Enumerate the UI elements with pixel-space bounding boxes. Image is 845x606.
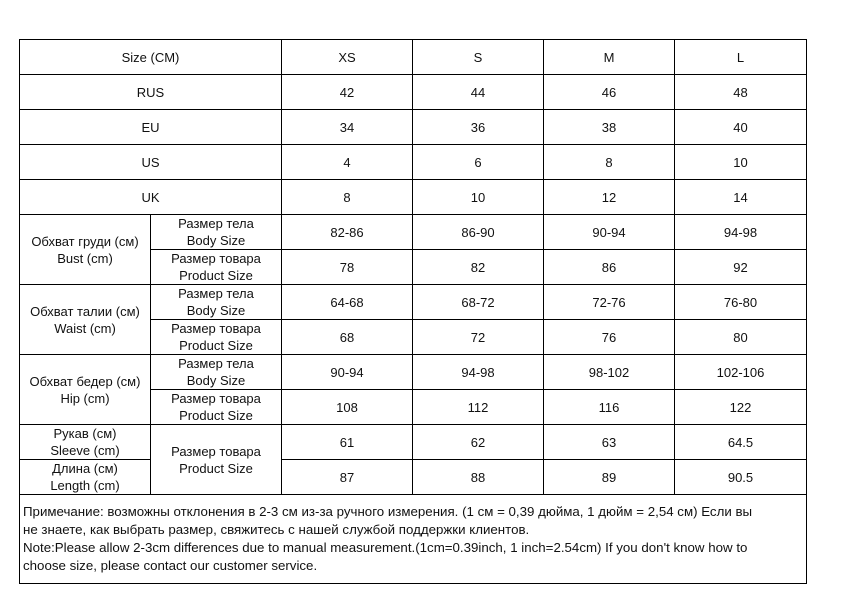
note-en-line: Note:Please allow 2-3cm differences due to manual measurement.(1cm=0.39inch, 1 inch=2.54cm) If you don't know how to bbox=[23, 540, 748, 555]
cell-value: 61 bbox=[282, 425, 413, 460]
note-ru-line: Примечание: возможны отклонения в 2-3 см из-за ручного измерения. (1 см = 0,39 дюйма, 1 дюйм = 2,54 см) Если вы bbox=[23, 504, 753, 519]
measure-label-waist: Обхват талии (см) Waist (cm) bbox=[20, 285, 151, 355]
size-chart-table bbox=[19, 39, 807, 584]
size-header-m: M bbox=[544, 40, 675, 75]
cell-value: 63 bbox=[544, 425, 675, 460]
cell-value: 87 bbox=[282, 460, 413, 495]
cell-value: 40 bbox=[675, 110, 807, 145]
cell-value: 76 bbox=[544, 320, 675, 355]
cell-value: 72 bbox=[413, 320, 544, 355]
row-label: EU bbox=[20, 110, 282, 145]
cell-value: 88 bbox=[413, 460, 544, 495]
table-row-hip-body bbox=[20, 355, 807, 390]
cell-value: 72-76 bbox=[544, 285, 675, 320]
cell-value: 116 bbox=[544, 390, 675, 425]
measure-label-bust: Обхват груди (см) Bust (cm) bbox=[20, 215, 151, 285]
cell-value: 90.5 bbox=[675, 460, 807, 495]
cell-value: 92 bbox=[675, 250, 807, 285]
measure-label-hip: Обхват бедер (см) Hip (cm) bbox=[20, 355, 151, 425]
cell-value: 14 bbox=[675, 180, 807, 215]
cell-value: 80 bbox=[675, 320, 807, 355]
cell-value: 38 bbox=[544, 110, 675, 145]
cell-value: 102-106 bbox=[675, 355, 807, 390]
sub-label-product-size: Размер товара Product Size bbox=[151, 320, 282, 355]
cell-value: 89 bbox=[544, 460, 675, 495]
measure-label-sleeve: Рукав (см) Sleeve (cm) bbox=[20, 425, 151, 460]
table-row-length bbox=[20, 460, 807, 495]
header-row bbox=[20, 40, 807, 75]
cell-value: 94-98 bbox=[675, 215, 807, 250]
cell-value: 76-80 bbox=[675, 285, 807, 320]
cell-value: 8 bbox=[544, 145, 675, 180]
cell-value: 86-90 bbox=[413, 215, 544, 250]
cell-value: 8 bbox=[282, 180, 413, 215]
cell-value: 64.5 bbox=[675, 425, 807, 460]
header-label: Size (CM) bbox=[20, 40, 282, 75]
table-row-uk bbox=[20, 180, 807, 215]
cell-value: 68 bbox=[282, 320, 413, 355]
cell-value: 10 bbox=[675, 145, 807, 180]
table-row-sleeve bbox=[20, 425, 807, 460]
cell-value: 86 bbox=[544, 250, 675, 285]
cell-value: 6 bbox=[413, 145, 544, 180]
sub-label-body-size: Размер тела Body Size bbox=[151, 355, 282, 390]
cell-value: 68-72 bbox=[413, 285, 544, 320]
cell-value: 62 bbox=[413, 425, 544, 460]
cell-value: 98-102 bbox=[544, 355, 675, 390]
size-header-l: L bbox=[675, 40, 807, 75]
sub-label-body-size: Размер тела Body Size bbox=[151, 215, 282, 250]
size-header-s: S bbox=[413, 40, 544, 75]
row-label: RUS bbox=[20, 75, 282, 110]
row-label: UK bbox=[20, 180, 282, 215]
cell-value: 90-94 bbox=[544, 215, 675, 250]
table-row-waist-body bbox=[20, 285, 807, 320]
cell-value: 42 bbox=[282, 75, 413, 110]
note-en-line: choose size, please contact our customer service. bbox=[23, 558, 318, 573]
cell-value: 12 bbox=[544, 180, 675, 215]
cell-value: 82-86 bbox=[282, 215, 413, 250]
cell-value: 90-94 bbox=[282, 355, 413, 390]
row-label: US bbox=[20, 145, 282, 180]
sub-label-product-size: Размер товара Product Size bbox=[151, 390, 282, 425]
cell-value: 46 bbox=[544, 75, 675, 110]
table-row-bust-body bbox=[20, 215, 807, 250]
cell-value: 64-68 bbox=[282, 285, 413, 320]
cell-value: 36 bbox=[413, 110, 544, 145]
table-row-rus bbox=[20, 75, 807, 110]
cell-value: 44 bbox=[413, 75, 544, 110]
cell-value: 34 bbox=[282, 110, 413, 145]
cell-value: 94-98 bbox=[413, 355, 544, 390]
cell-value: 112 bbox=[413, 390, 544, 425]
sub-label-product-size: Размер товара Product Size bbox=[151, 250, 282, 285]
note-row bbox=[20, 495, 807, 584]
cell-value: 10 bbox=[413, 180, 544, 215]
table-row-us bbox=[20, 145, 807, 180]
cell-value: 82 bbox=[413, 250, 544, 285]
note-ru-line: не знаете, как выбрать размер, свяжитесь с нашей службой поддержки клиентов. bbox=[23, 522, 530, 537]
cell-value: 48 bbox=[675, 75, 807, 110]
measure-label-length: Длина (см) Length (cm) bbox=[20, 460, 151, 495]
cell-value: 4 bbox=[282, 145, 413, 180]
table-row-eu bbox=[20, 110, 807, 145]
measurement-note bbox=[20, 495, 807, 584]
size-header-xs: XS bbox=[282, 40, 413, 75]
sub-label-body-size: Размер тела Body Size bbox=[151, 285, 282, 320]
cell-value: 122 bbox=[675, 390, 807, 425]
cell-value: 108 bbox=[282, 390, 413, 425]
sub-label-product-size: Размер товара Product Size bbox=[151, 425, 282, 495]
cell-value: 78 bbox=[282, 250, 413, 285]
